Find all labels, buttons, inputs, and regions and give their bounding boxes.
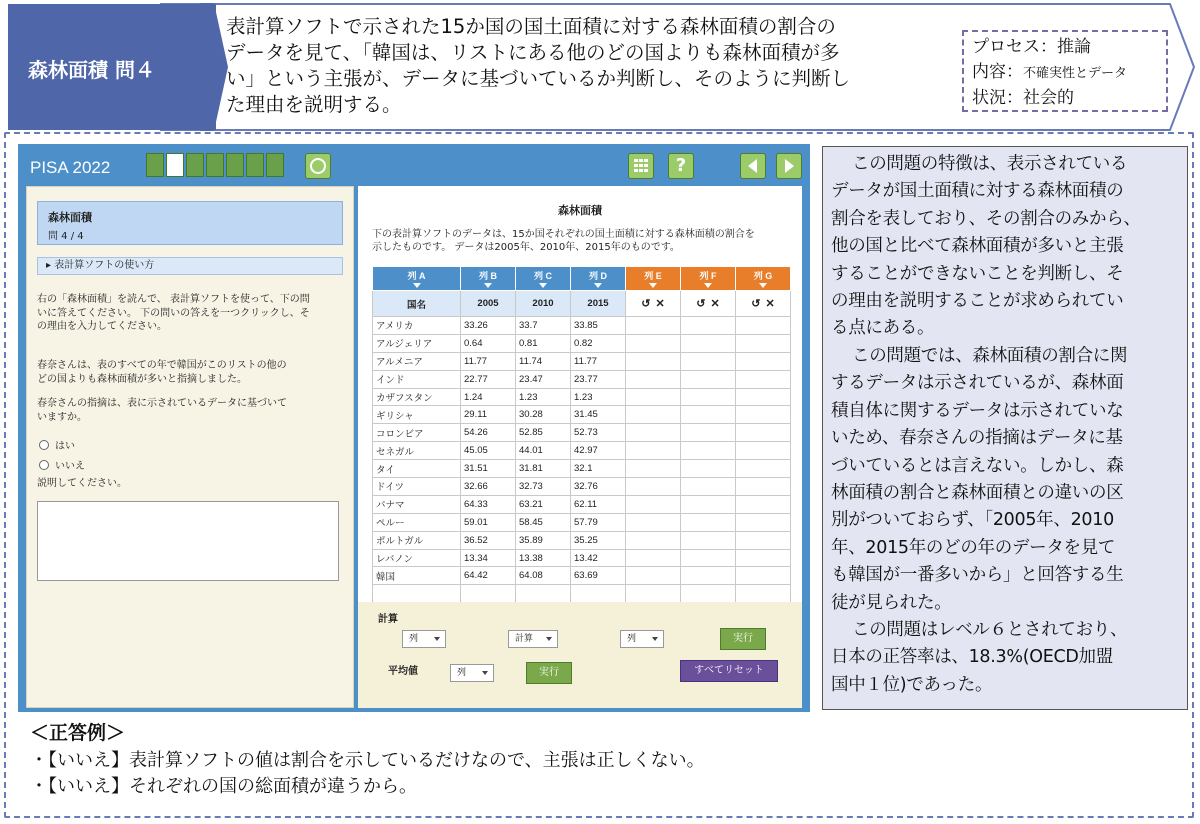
table-cell[interactable]: ポルトガル (373, 531, 461, 549)
dropdown-triangle-icon (413, 283, 421, 288)
sheet-description: 下の表計算ソフトのデータは、15か国それぞれの国土面積に対する森林面積の割合を 示したものです。 データは2005年、2010年、2015年のものです。 (372, 229, 755, 253)
table-cell[interactable]: 32.1 (571, 460, 626, 478)
table-cell[interactable] (373, 585, 461, 603)
clear-icon[interactable]: ✕ (710, 298, 720, 310)
table-cell[interactable] (626, 352, 681, 370)
classification-tags (962, 30, 1168, 112)
spreadsheet-howto-toggle[interactable]: ▸ 表計算ソフトの使い方 (37, 257, 343, 275)
option-yes-radio[interactable]: はい (39, 437, 75, 452)
dropdown-triangle-icon (704, 283, 712, 288)
reset-all-button[interactable]: すべてリセット (680, 660, 778, 682)
table-cell[interactable] (736, 317, 791, 335)
commentary-line: データが国土面積に対する森林面積の (831, 181, 1124, 202)
question-description (226, 14, 946, 118)
average-label: 平均値 (388, 666, 418, 677)
commentary-line: 別がついておらず、「2005年、2010 (831, 510, 1114, 531)
table-cell[interactable]: 29.11 (461, 406, 516, 424)
table-row (373, 370, 791, 388)
table-cell[interactable] (736, 549, 791, 567)
question-line: データを見て、「韓国は、リストにある他のどの国よりも森林面積が多 (226, 41, 840, 64)
table-row (373, 334, 791, 352)
dropdown-triangle-icon (484, 283, 492, 288)
calculator-icon[interactable] (628, 153, 654, 179)
table-row (373, 424, 791, 442)
table-cell[interactable]: ドイツ (373, 478, 461, 496)
table-cell[interactable]: 33.26 (461, 317, 516, 335)
table-cell[interactable]: 31.81 (516, 460, 571, 478)
table-cell[interactable] (736, 495, 791, 513)
table-cell[interactable] (681, 567, 736, 585)
table-cell[interactable] (681, 460, 736, 478)
table-cell[interactable]: タイ (373, 460, 461, 478)
progress-box (226, 153, 244, 177)
commentary-line: 徒が見られた。 (831, 592, 952, 613)
table-cell[interactable] (681, 406, 736, 424)
table-cell[interactable] (516, 585, 571, 603)
table-cell[interactable] (626, 388, 681, 406)
table-cell[interactable]: 13.34 (461, 549, 516, 567)
table-cell[interactable]: 23.77 (571, 370, 626, 388)
progress-box (246, 153, 264, 177)
table-cell[interactable]: 31.45 (571, 406, 626, 424)
table-cell[interactable]: 0.64 (461, 334, 516, 352)
progress-box (146, 153, 164, 177)
progress-box-current (166, 153, 184, 177)
column-header[interactable]: 列 A (373, 267, 461, 291)
commentary-line: するデータは示されているが、森林面 (831, 373, 1124, 394)
table-row (373, 406, 791, 424)
table-cell[interactable] (626, 567, 681, 585)
table-cell[interactable] (681, 317, 736, 335)
table-cell[interactable] (626, 406, 681, 424)
table-row (373, 567, 791, 585)
table-row (373, 388, 791, 406)
table-cell[interactable]: 韓国 (373, 567, 461, 585)
table-cell[interactable] (626, 549, 681, 567)
commentary-line: 割合を表しており、その割合のみから、 (831, 208, 1141, 229)
column-header[interactable]: 列 B (461, 267, 516, 291)
question-pane (26, 186, 354, 708)
table-cell[interactable] (681, 478, 736, 496)
table-row (373, 513, 791, 531)
table-cell[interactable]: 22.77 (461, 370, 516, 388)
progress-box (206, 153, 224, 177)
question-text: 春奈さんの指摘は、表に示されているデータに基づいて いますか。 (37, 398, 287, 423)
commentary-line: る点にある。 (831, 318, 935, 339)
calc-column1-select[interactable]: 列 (402, 630, 446, 648)
calculation-area (358, 602, 802, 708)
question-label-banner (8, 4, 216, 130)
table-cell[interactable]: 35.25 (571, 531, 626, 549)
table-cell[interactable]: コロンビア (373, 424, 461, 442)
tag-content: 内容：不確実性とデータ (972, 62, 1128, 82)
table-row (373, 442, 791, 460)
clear-icon[interactable]: ✕ (655, 298, 665, 310)
question-line: 表計算ソフトで示された15か国の国土面積に対する森林面積の割合の (226, 15, 836, 38)
commentary-line: 国中１位)であった。 (831, 674, 993, 695)
pisa-screen (18, 144, 810, 712)
progress-box (266, 153, 284, 177)
table-cell[interactable]: 0.81 (516, 334, 571, 352)
question-line: い」という主張が、データに基づいているか判断し、そのように判断し (226, 67, 851, 90)
subheader-cell: 2015 (571, 291, 626, 317)
calc-operation-select[interactable]: 計算 (508, 630, 558, 648)
commentary-line: いため、春奈さんの指摘はデータに基 (831, 428, 1123, 449)
dropdown-triangle-icon (649, 283, 657, 288)
table-cell[interactable] (736, 406, 791, 424)
commentary-line: この問題はレベル６とされており、 (852, 620, 1128, 640)
table-cell[interactable]: ギリシャ (373, 406, 461, 424)
table-cell[interactable] (736, 352, 791, 370)
table-cell[interactable] (626, 585, 681, 603)
table-cell[interactable]: 32.66 (461, 478, 516, 496)
table-row (373, 352, 791, 370)
table-cell[interactable]: 11.74 (516, 352, 571, 370)
table-cell[interactable] (736, 531, 791, 549)
table-cell[interactable] (681, 442, 736, 460)
table-cell[interactable]: 35.89 (516, 531, 571, 549)
subheader-row (373, 291, 791, 317)
table-cell[interactable]: 63.69 (571, 567, 626, 585)
table-cell[interactable] (626, 531, 681, 549)
instruction-text: 右の「森林面積」を読んで、 表計算ソフトを使って、下の問 いに答えてください。 下の問いの答えを一つクリックし、そ の理由を入力してください。 (37, 294, 310, 332)
table-row (373, 460, 791, 478)
commentary-line: この問題では、森林面積の割合に関 (852, 346, 1128, 366)
table-cell[interactable] (681, 549, 736, 567)
dropdown-triangle-icon (594, 283, 602, 288)
table-cell[interactable]: 36.52 (461, 531, 516, 549)
table-cell[interactable] (681, 370, 736, 388)
table-cell[interactable]: 64.33 (461, 495, 516, 513)
undo-icon[interactable]: ↺ (641, 298, 651, 310)
help-icon[interactable]: ? (668, 153, 694, 179)
table-cell[interactable]: 13.42 (571, 549, 626, 567)
commentary-line: することができないことを判断し、そ (831, 263, 1124, 284)
column-header-row (373, 267, 791, 291)
tag-process: プロセス：推論 (972, 37, 1091, 57)
table-cell[interactable]: 1.23 (516, 388, 571, 406)
question-label: 森林面積 問４ (28, 58, 155, 82)
table-cell[interactable]: 32.73 (516, 478, 571, 496)
calc-column2-select[interactable]: 列 (620, 630, 664, 648)
column-controls (681, 291, 736, 317)
table-cell[interactable]: 54.26 (461, 424, 516, 442)
table-row (373, 549, 791, 567)
claim-text: 春奈さんは、表のすべての年で韓国がこのリストの他の どの国よりも森林面積が多いと指摘しました。 (37, 360, 287, 385)
table-cell[interactable]: 32.76 (571, 478, 626, 496)
commentary-line: 年、2015年のどの年のデータを見て (831, 537, 1116, 558)
table-cell[interactable] (571, 585, 626, 603)
table-cell[interactable]: パナマ (373, 495, 461, 513)
table-cell[interactable]: 57.79 (571, 513, 626, 531)
answer-example-line: ・【いいえ】それぞれの国の総面積が違うから。 (30, 776, 417, 797)
calculator-glyph (629, 154, 653, 178)
calc-label: 計算 (378, 614, 398, 625)
column-controls (626, 291, 681, 317)
subheader-cell: 2010 (516, 291, 571, 317)
table-cell[interactable]: アルジェリア (373, 334, 461, 352)
table-cell[interactable]: 45.05 (461, 442, 516, 460)
average-column-select[interactable]: 列 (450, 664, 494, 682)
table-row (373, 531, 791, 549)
timer-icon[interactable] (305, 153, 331, 179)
table-cell[interactable] (736, 424, 791, 442)
table-cell[interactable]: 52.85 (516, 424, 571, 442)
column-header[interactable]: 列 D (571, 267, 626, 291)
table-cell[interactable] (736, 370, 791, 388)
table-cell[interactable] (736, 567, 791, 585)
table-cell[interactable]: 33.85 (571, 317, 626, 335)
table-cell[interactable]: 64.08 (516, 567, 571, 585)
commentary-line: この問題の特徴は、表示されている (852, 154, 1128, 174)
table-cell[interactable] (681, 388, 736, 406)
table-cell[interactable]: カザフスタン (373, 388, 461, 406)
table-cell[interactable] (736, 442, 791, 460)
table-cell[interactable] (681, 352, 736, 370)
column-header[interactable]: 列 E (626, 267, 681, 291)
table-cell[interactable]: アメリカ (373, 317, 461, 335)
commentary-paragraph-1 (831, 151, 1181, 343)
commentary-paragraph-3 (831, 617, 1181, 699)
progress-box (186, 153, 204, 177)
spreadsheet-pane (358, 186, 802, 708)
table-cell[interactable]: 0.82 (571, 334, 626, 352)
table-cell[interactable] (626, 317, 681, 335)
table-cell[interactable]: 1.23 (571, 388, 626, 406)
table-cell[interactable]: 13.38 (516, 549, 571, 567)
table-cell[interactable] (626, 442, 681, 460)
table-cell[interactable]: 44.01 (516, 442, 571, 460)
column-header[interactable]: 列 G (736, 267, 791, 291)
table-cell[interactable] (626, 370, 681, 388)
column-controls (736, 291, 791, 317)
tag-context: 状況：社会的 (972, 88, 1074, 108)
back-arrow-icon[interactable] (740, 153, 766, 179)
table-cell[interactable] (626, 495, 681, 513)
table-cell[interactable]: セネガル (373, 442, 461, 460)
table-cell[interactable] (626, 513, 681, 531)
table-cell[interactable] (626, 334, 681, 352)
table-cell[interactable]: 31.51 (461, 460, 516, 478)
table-cell[interactable]: インド (373, 370, 461, 388)
table-cell[interactable] (736, 513, 791, 531)
table-cell[interactable] (626, 460, 681, 478)
dropdown-triangle-icon (759, 283, 767, 288)
table-cell[interactable]: ペルー (373, 513, 461, 531)
back-arrow-glyph (741, 154, 765, 178)
table-cell[interactable] (681, 585, 736, 603)
table-cell[interactable]: レバノン (373, 549, 461, 567)
table-cell[interactable]: 64.42 (461, 567, 516, 585)
commentary-line: 林面積の割合と森林面積との違いの区 (831, 483, 1124, 504)
explanation-textarea[interactable] (37, 501, 339, 581)
table-cell[interactable]: 42.97 (571, 442, 626, 460)
pisa-toolbar (18, 144, 810, 186)
table-cell[interactable] (681, 495, 736, 513)
table-cell[interactable] (736, 334, 791, 352)
unit-page: 問 4 / 4 (48, 231, 84, 242)
table-cell[interactable] (461, 585, 516, 603)
pisa-title: PISA 2022 (30, 158, 111, 177)
table-cell[interactable]: 33.7 (516, 317, 571, 335)
next-arrow-glyph (777, 154, 801, 178)
table-row (373, 317, 791, 335)
commentary-line: 日本の正答率は、18.3%(OECD加盟 (831, 647, 1113, 668)
table-cell[interactable] (681, 424, 736, 442)
undo-icon[interactable]: ↺ (696, 298, 706, 310)
table-cell[interactable] (626, 424, 681, 442)
table-cell[interactable] (681, 513, 736, 531)
forest-data-table (372, 266, 791, 603)
table-cell[interactable]: 59.01 (461, 513, 516, 531)
answer-example-title: ＜正答例＞ (30, 722, 126, 744)
table-cell[interactable]: アルメニア (373, 352, 461, 370)
calc-execute-button[interactable]: 実行 (720, 628, 766, 650)
subheader-cell: 2005 (461, 291, 516, 317)
column-header[interactable]: 列 C (516, 267, 571, 291)
commentary-line: 他の国と比べて森林面積が多いと主張 (831, 236, 1124, 257)
question-line: た理由を説明する。 (226, 93, 402, 116)
unit-title: 森林面積 (48, 211, 92, 224)
table-cell[interactable] (736, 585, 791, 603)
explain-prompt: 説明してください。 (37, 478, 127, 489)
dropdown-triangle-icon (539, 283, 547, 288)
answer-example-line: ・【いいえ】表計算ソフトの値は割合を示しているだけなので、主張は正しくない。 (30, 750, 705, 771)
table-cell[interactable]: 52.73 (571, 424, 626, 442)
table-cell[interactable] (736, 388, 791, 406)
table-cell[interactable]: 23.47 (516, 370, 571, 388)
commentary-line: の理由を説明することが求められてい (831, 291, 1124, 312)
clear-icon[interactable]: ✕ (765, 298, 775, 310)
table-cell[interactable]: 11.77 (571, 352, 626, 370)
undo-icon[interactable]: ↺ (751, 298, 761, 310)
table-row (373, 495, 791, 513)
commentary-box (822, 146, 1188, 710)
table-cell[interactable]: 58.45 (516, 513, 571, 531)
sheet-title: 森林面積 (558, 204, 602, 217)
unit-header (37, 201, 343, 245)
table-row (373, 478, 791, 496)
average-execute-button[interactable]: 実行 (526, 662, 572, 684)
column-header[interactable]: 列 F (681, 267, 736, 291)
table-cell[interactable]: 63.21 (516, 495, 571, 513)
table-cell[interactable] (736, 460, 791, 478)
table-cell[interactable] (681, 334, 736, 352)
table-cell[interactable]: 11.77 (461, 352, 516, 370)
subheader-cell: 国名 (373, 291, 461, 317)
table-cell[interactable] (626, 478, 681, 496)
table-cell[interactable] (736, 478, 791, 496)
table-row-empty (373, 585, 791, 603)
table-cell[interactable]: 30.28 (516, 406, 571, 424)
table-cell[interactable] (681, 531, 736, 549)
table-cell[interactable]: 62.11 (571, 495, 626, 513)
commentary-paragraph-2 (831, 343, 1181, 617)
commentary-line: も韓国が一番多いから」と回答する生 (831, 565, 1124, 586)
table-cell[interactable]: 1.24 (461, 388, 516, 406)
commentary-line: づいているとは言えない。しかし、森 (831, 455, 1124, 476)
commentary-line: 積自体に関するデータは示されていな (831, 400, 1124, 421)
option-no-radio[interactable]: いいえ (39, 457, 85, 472)
next-arrow-icon[interactable] (776, 153, 802, 179)
